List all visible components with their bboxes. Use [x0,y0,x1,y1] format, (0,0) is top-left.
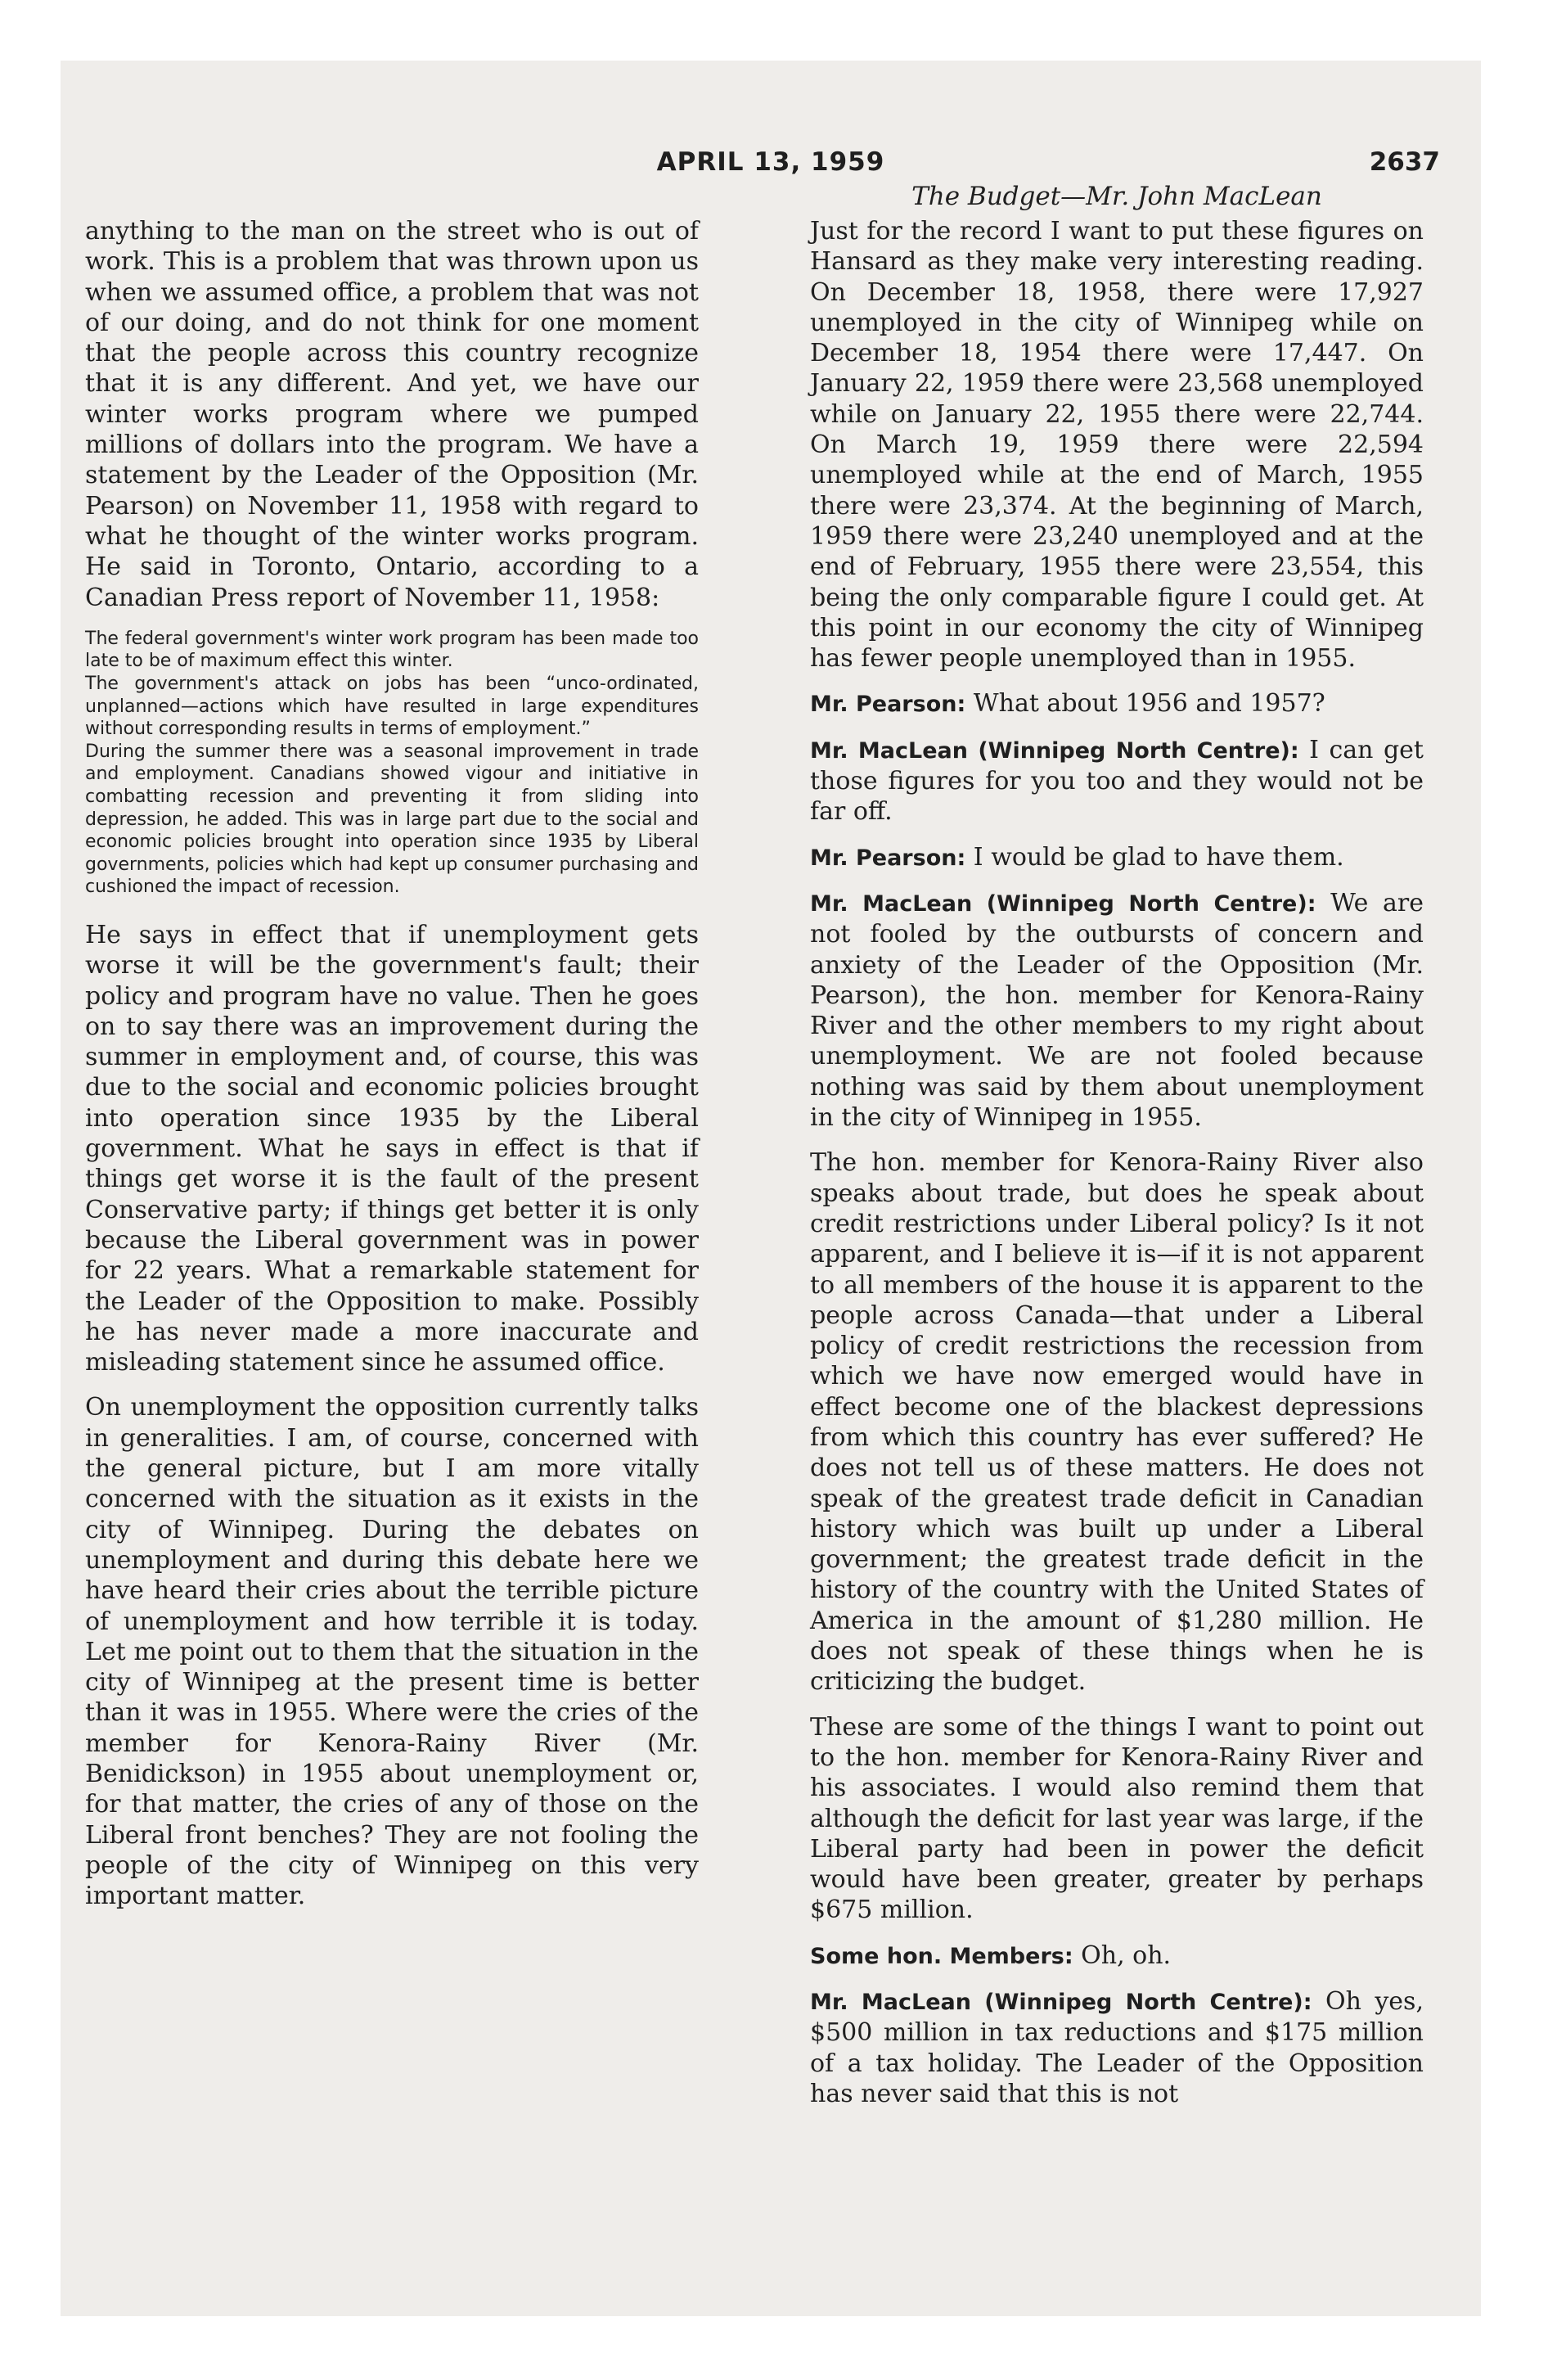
page-date: APRIL 13, 1959 [656,147,885,177]
speech [810,1941,1424,1972]
speech-text: I would be glad to have them. [965,842,1344,872]
quote-paragraph: The federal government's winter work program has been made too late to be of maximum effect this winter. [85,628,699,672]
speech-text: What about 1956 and 1957? [965,689,1325,719]
paragraph: These are some of the things I want to point out to the hon. member for Kenora-Rainy River and his associates. I would also remind them that although the deficit for last year was large, if the Liberal party had been in power the deficit would have been greater, greater by perhaps $675 million. [810,1712,1424,1925]
paragraph: Just for the record I want to put these figures on Hansard as they make very interesting reading. On December 18, 1958, there were 17,927 unemployed in the city of Winnipeg while on December 18, 1954 there were 17,447. On January 22, 1959 there were 23,568 unemployed while on January 22, 1955 there were 22,744. On March 19, 1959 there were 22,594 unemployed while at the end of March, 1955 there were 23,374. At the beginning of March, 1959 there were 23,240 unemployed and at the end of February, 1955 there were 23,554, this being the only comparable figure I could get. At this point in our economy the city of Winnipeg has fewer people unemployed than in 1955. [810,217,1424,674]
quote-paragraph: The government's attack on jobs has been “unco-ordinated, unplanned—actions which have resulted in large expenditures without corresponding results in terms of employment.” [85,674,699,740]
speech [810,1986,1424,2109]
page-number: 2637 [1369,147,1440,177]
speaker-name: Mr. MacLean (Winnipeg North Centre): [810,737,1299,764]
speaker-name: Some hon. Members: [810,1943,1073,1969]
paragraph: He says in effect that if unemployment gets worse it will be the government's fault; their policy and program have no value. Then he goes on to say there was an improvement during the summer in employment and, of course, this was due to the social and economic policies brought into operation since 1935 by the Liberal government. What he says in effect is that if things get worse it is the fault of the present Conservative party; if things get better it is only because the Liberal government was in power for 22 years. What a remarkable statement for the Leader of the Opposition to make. Possibly he has never made a more inaccurate and misleading statement since he assumed office. [85,920,699,1377]
speech-text: Oh yes, $500 million in tax reductions and $175 million of a tax holiday. The Leader of the Opposition has never said that this is not [810,1987,1424,2108]
paragraph: The hon. member for Kenora-Rainy River also speaks about trade, but does he speak about credit restrictions under Liberal policy? Is it not apparent, and I believe it is—if it is not apparent to all members of the house it is apparent to the people across Canada—that under a Liberal policy of credit restrictions the recession from which we have now emerged would have in effect become one of the blackest depressions from which this country has ever suffered? He does not tell us of these matters. He does not speak of the greatest trade deficit in Canadian history which was built up under a Liberal government; the greatest trade deficit in the history of the country with the United States of America in the amount of $1,280 million. He does not speak of these things when he is criticizing the budget. [810,1148,1424,1697]
speech [810,842,1424,873]
hansard-page [61,61,1481,2316]
quote-paragraph: During the summer there was a seasonal improvement in trade and employment. Canadians showed vigour and initiative in combatting recession and preventing it from sliding into depression, he added. This was in large part due to the social and economic policies brought into operation since 1935 by Liberal governments, policies which had kept up consumer purchasing and cushioned the impact of recession. [85,741,699,898]
speaker-name: Mr. Pearson: [810,845,966,871]
speech-text: I can get those figures for you too and they would not be far off. [810,735,1424,827]
right-column [810,216,1424,2124]
speech [810,688,1424,719]
speaker-name: Mr. MacLean (Winnipeg North Centre): [810,890,1316,917]
paragraph: anything to the man on the street who is out of work. This is a problem that was thrown upon us when we assumed office, a problem that was not of our doing, and do not think for one moment that the people across this country recognize that it is any different. And yet, we have our winter works program where we pumped millions of dollars into the program. We have a statement by the Leader of the Opposition (Mr. Pearson) on November 11, 1958 with regard to what he thought of the winter works program. He said in Toronto, Ontario, according to a Canadian Press report of November 11, 1958: [85,217,699,612]
speaker-name: Mr. Pearson: [810,692,966,718]
paragraph: On unemployment the opposition currently talks in generalities. I am, of course, concerned with the general picture, but I am more vitally concerned with the situation as it exists in the city of Winnipeg. During the debates on unemployment and during this debate here we have heard their cries about the terrible picture of unemployment and how terrible it is today. Let me point out to them that the situation in the city of Winnipeg at the present time is better than it was in 1955. Where were the cries of the member for Kenora-Rainy River (Mr. Benidickson) in 1955 about unemployment or, for that matter, the cries of any of those on the Liberal front benches? They are not fooling the people of the city of Winnipeg on this very important matter. [85,1393,699,1911]
speech-text: Oh, oh. [1073,1941,1172,1970]
left-column [85,216,699,1926]
running-head: The Budget—Mr. John MacLean [911,182,1322,211]
speaker-name: Mr. MacLean (Winnipeg North Centre): [810,1990,1312,2016]
speech [810,735,1424,827]
speech-text: We are not fooled by the outbursts of concern and anxiety of the Leader of the Opposition (Mr. Pearson), the hon. member for Kenora-Rainy River and the other members to my right about unemployment. We are not fooled because nothing was said by them about unemployment in the city of Winnipeg in 1955. [810,888,1424,1133]
speech [810,888,1424,1133]
